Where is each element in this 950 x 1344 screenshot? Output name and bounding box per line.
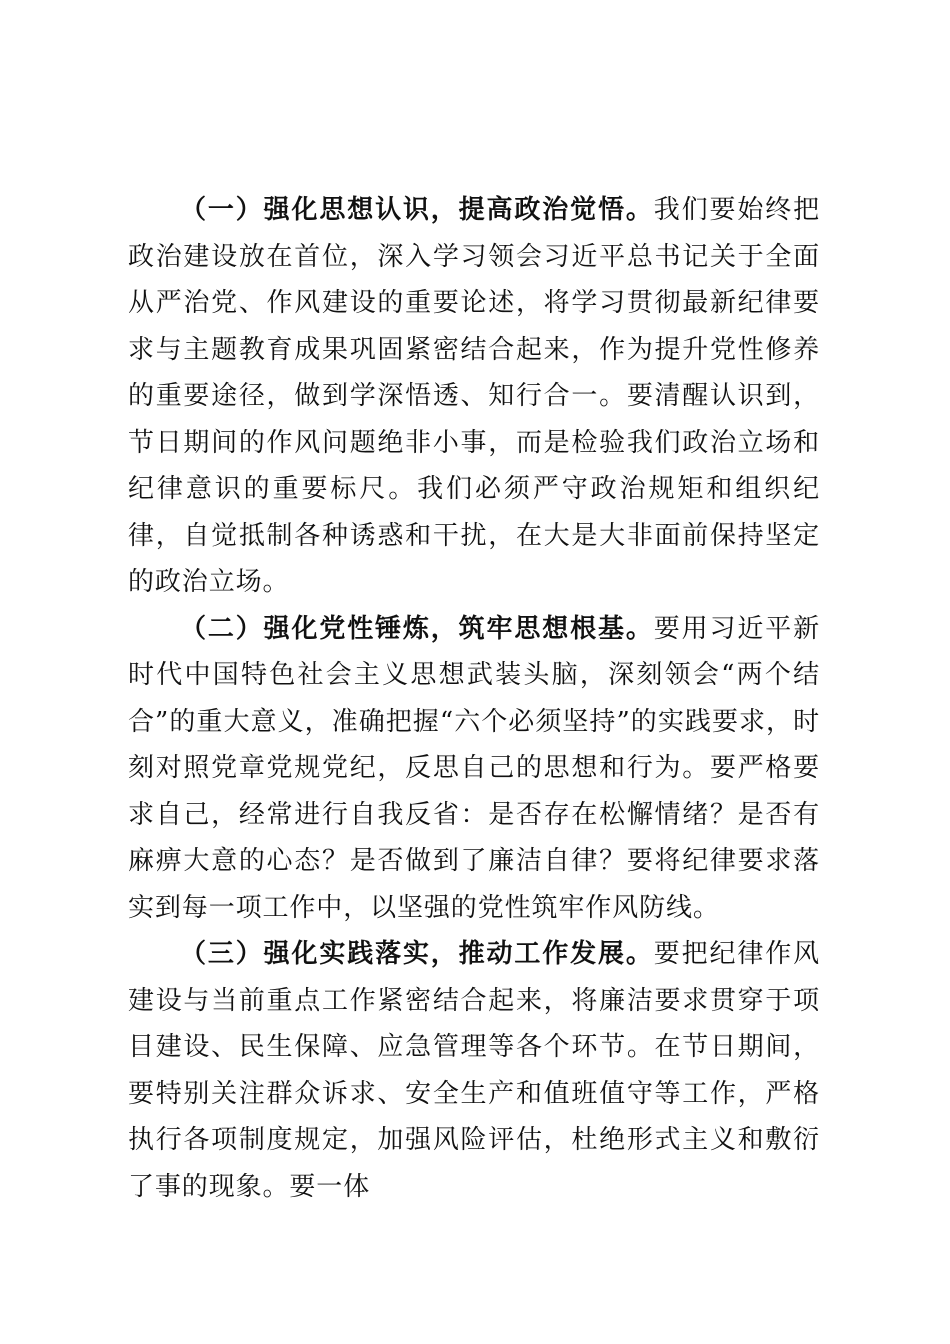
paragraph-1-heading: （一）强化思想认识，提高政治觉悟。 [180,195,654,225]
paragraph-2-heading: （二）强化党性锤炼，筑牢思想根基。 [180,613,654,644]
paragraph-3-body: 要把纪律作风建设与当前重点工作紧密结合起来，将廉洁要求贯穿于项目建设、民生保障、应急管理等各个环节。在节日期间，要特别关注群众诉求、安全生产和值班值守等工作，严格执行各项制度规定，加强风险评估，杜绝形式主义和敷衍了事的现象。要一体 [128,939,820,1202]
paragraph-1-body: 我们要始终把政治建设放在首位，深入学习领会习近平总书记关于全面从严治党、作风建设的重要论述，将学习贯彻最新纪律要求与主题教育成果巩固紧密结合起来，作为提升党性修养的重要途径，做到学深悟透、知行合一。要清醒认识到，节日期间的作风问题绝非小事，而是检验我们政治立场和纪律意识的重要标尺。我们必须严守政治规矩和组织纪律，自觉抵制各种诱惑和干扰，在大是大非面前保持坚定的政治立场。 [128,195,820,597]
paragraph-3 [128,931,820,1210]
document-body [128,187,820,1210]
paragraph-1 [128,187,820,606]
paragraph-3-heading: （三）强化实践落实，推动工作发展。 [180,939,654,969]
paragraph-2 [128,606,820,932]
paragraph-2-body: 要用习近平新时代中国特色社会主义思想武装头脑，深刻领会“两个结合”的重大意义，准确把握“六个必须坚持”的实践要求，时刻对照党章党规党纪，反思自己的思想和行为。要严格要求自己，经常进行自我反省：是否存在松懈情绪？是否有麻痹大意的心态？是否做到了廉洁自律？要将纪律要求落实到每一项工作中，以坚强的党性筑牢作风防线。 [128,613,820,923]
